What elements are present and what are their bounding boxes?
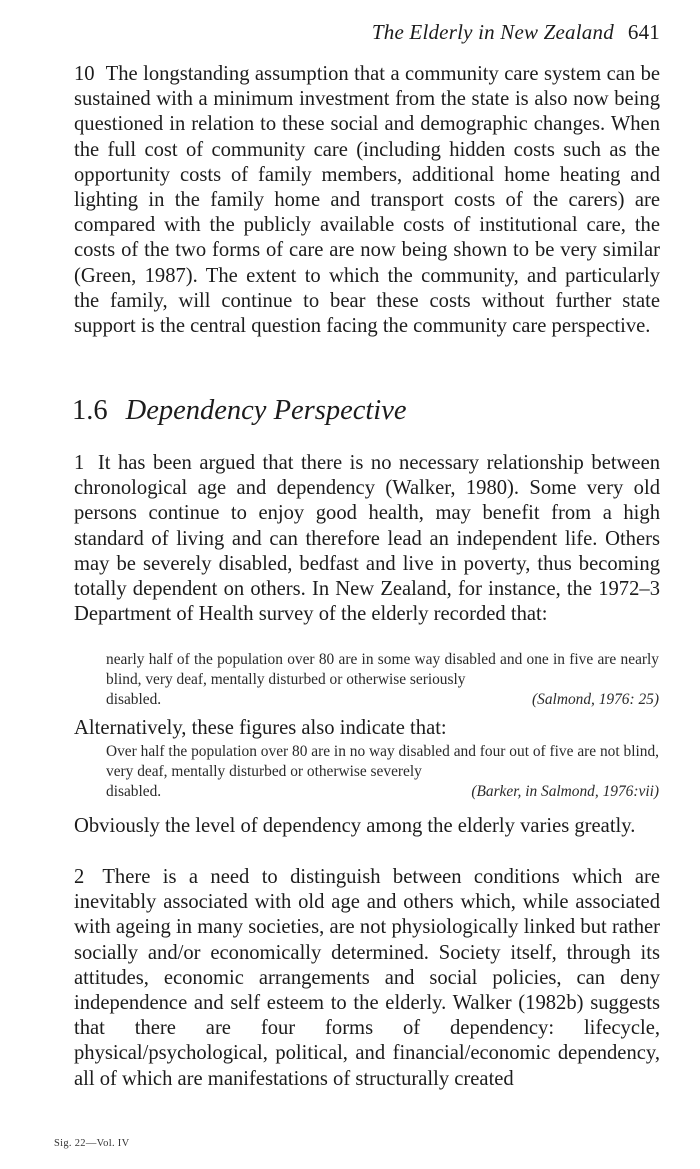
paragraph-2 xyxy=(74,865,660,1092)
paragraph-number: 2 xyxy=(74,866,85,888)
quote-citation-line xyxy=(106,782,659,802)
paragraph-number: 10 xyxy=(74,63,95,85)
paragraph-1 xyxy=(74,451,660,627)
block-quote-1 xyxy=(106,650,659,709)
paragraph-number: 1 xyxy=(74,452,85,474)
running-head-title: The Elderly in New Zealand xyxy=(371,20,614,44)
page-number: 641 xyxy=(627,20,660,44)
alternatively-line: Alternatively, these figures also indicate that: xyxy=(74,717,447,739)
quote-citation-line xyxy=(106,690,659,710)
paragraph-text: The longstanding assumption that a community care system can be sustained with a minimum investment from the state is also now being questioned in relation to these social and demographic changes. When the full cost of community care (including hidden costs such as the opportunity costs of family members, additional home heating and lighting in the family home and transport costs of the carers) are compared with the publicly available costs of institutional care, the costs of the two forms of care are now being shown to be very similar (Green, 1987). The extent to which the community, and particularly the family, will continue to bear these costs without further state support is the central question facing the community care perspective. xyxy=(74,63,661,338)
paragraph-text: There is a need to distinguish between conditions which are inevitably associated with old age and others which, while associated with ageing in many societies, are not physiologically linked but rather socially and/or economically determined. Society itself, through its attitudes, economic arrangements and social policies, can deny independence and self esteem to the elderly. Walker (1982b) suggests that there are four forms of dependency: lifecycle, physical/psychological, political, and financial/economic dependency, all of which are manifestations of structurally created xyxy=(74,866,660,1090)
running-head xyxy=(372,20,660,45)
signature-mark: Sig. 22—Vol. IV xyxy=(54,1138,130,1149)
conclusion-paragraph: Obviously the level of dependency among the elderly varies greatly. xyxy=(74,815,636,837)
quote-citation: (Barker, in Salmond, 1976:vii) xyxy=(471,782,659,800)
quote-last-word: disabled. xyxy=(106,690,162,708)
section-number: 1.6 xyxy=(72,395,108,426)
block-quote-2 xyxy=(106,742,659,801)
paragraph-10 xyxy=(74,62,660,339)
section-title: Dependency Perspective xyxy=(125,395,407,426)
quote-text: nearly half of the population over 80 are in some way disabled and one in five are nearly blind, very deaf, mentally disturbed or otherwise seriously xyxy=(106,651,659,688)
quote-text: Over half the population over 80 are in no way disabled and four out of five are not blind, very deaf, mentally disturbed or otherwise severely xyxy=(106,743,659,780)
quote-last-word: disabled. xyxy=(106,782,162,800)
quote-citation: (Salmond, 1976: 25) xyxy=(532,690,659,708)
paragraph-text: It has been argued that there is no necessary relationship between chronological age and dependency (Walker, 1980). Some very old persons continue to enjoy good health, may benefit from a high standard of living and can therefore lead an independent life. Others may be severely disabled, bedfast and live in poverty, thus becoming totally dependent on others. In New Zealand, for instance, the 1972–3 Department of Health survey of the elderly recorded that: xyxy=(74,452,661,626)
section-heading xyxy=(72,395,407,427)
